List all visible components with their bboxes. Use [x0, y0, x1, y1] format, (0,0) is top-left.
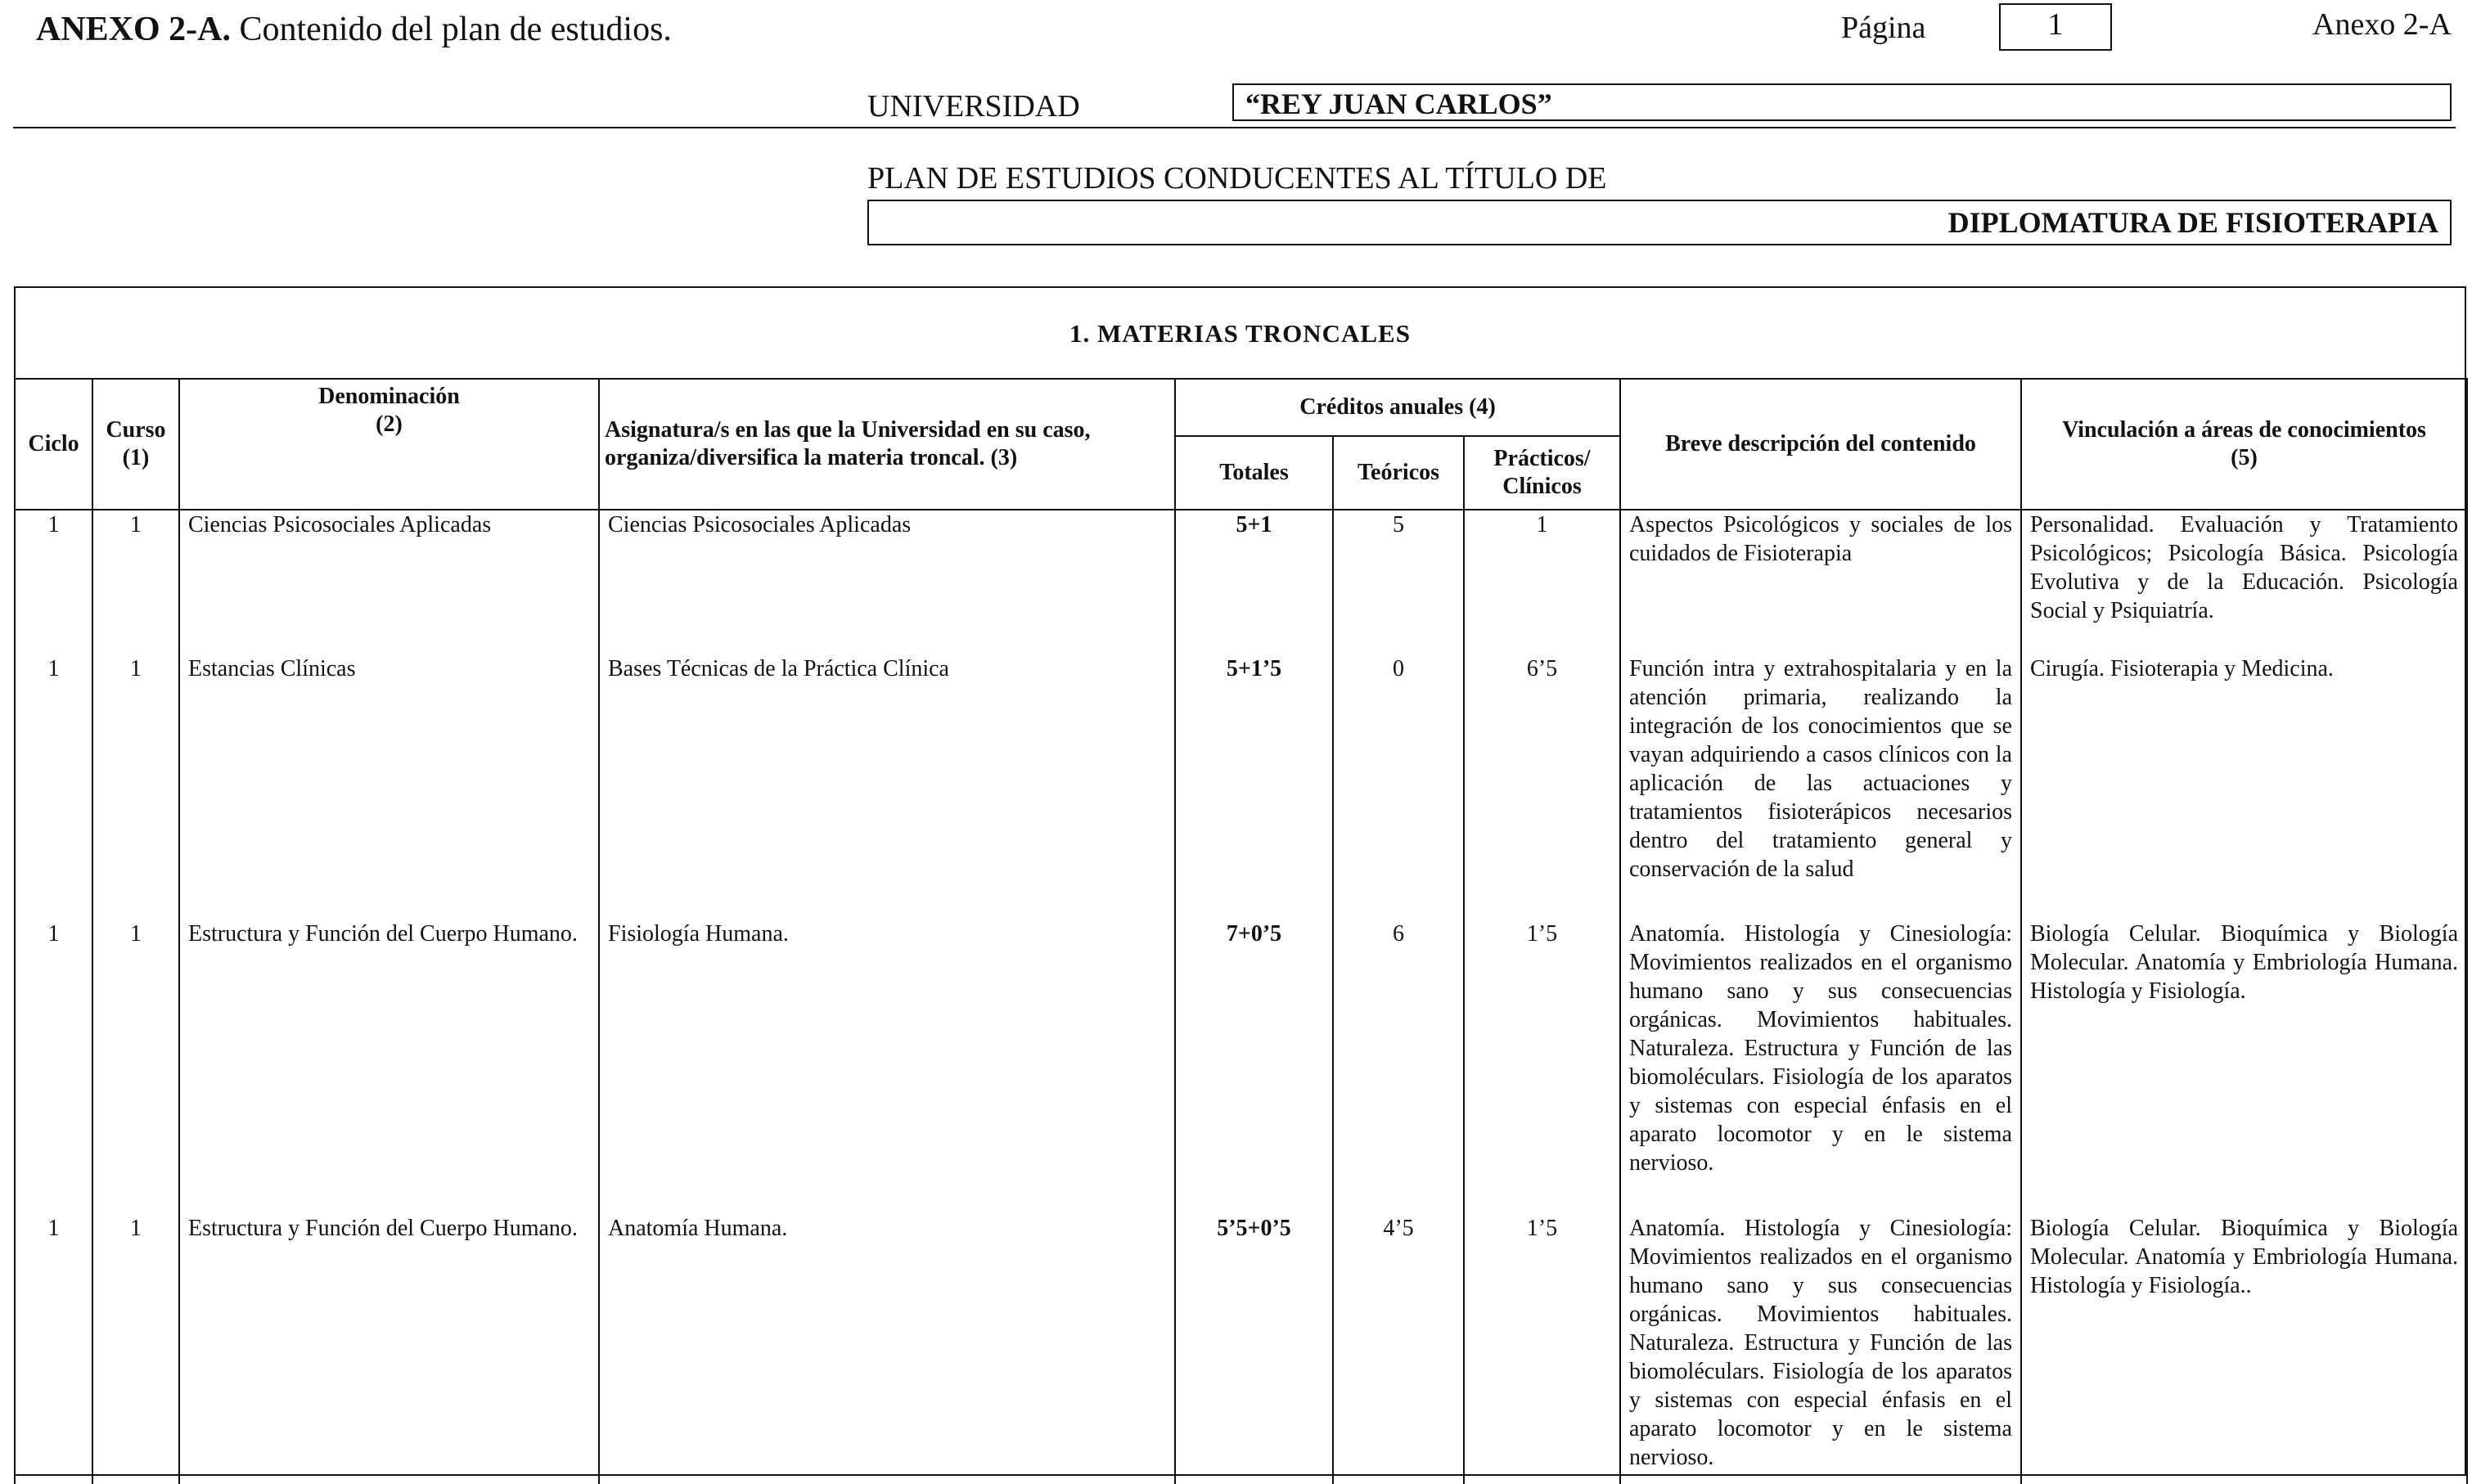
col-teoricos: Teóricos [1333, 436, 1464, 510]
table-row [15, 654, 2467, 920]
cell-teoricos: 6 [1333, 920, 1464, 1214]
cell-practicos: 1’5 [1464, 920, 1620, 1214]
degree-title: DIPLOMATURA DE FISIOTERAPIA [867, 200, 2452, 245]
section-title: 1. MATERIAS TRONCALES [1069, 319, 1411, 348]
document-title [36, 10, 672, 49]
cell-totales: 5+1 [1175, 510, 1333, 654]
subjects-table [14, 378, 2468, 1484]
cell-ciclo: 1 [15, 1214, 92, 1484]
col-descripcion: Breve descripción del contenido [1620, 379, 2021, 510]
annex-description: Contenido del plan de estudios. [231, 11, 672, 48]
cell-descripcion: Aspectos Psicológicos y sociales de los cuidados de Fisioterapia [1620, 510, 2021, 654]
cell-practicos: 1’5 [1464, 1214, 1620, 1484]
col-totales: Totales [1175, 436, 1333, 510]
cell-descripcion: Función intra y extrahospitalaria y en la atención primaria, realizando la integración de los conocimientos que se vayan adquiriendo a casos clínicos con la aplicación de las actuaciones y tratamientos fisioterápicos necesarios dentro del tratamiento general y conservación de la salud [1620, 654, 2021, 920]
cell-curso: 1 [92, 510, 179, 654]
col-denominacion: Denominación (2) [179, 379, 599, 510]
col-creditos: Créditos anuales (4) [1175, 379, 1620, 436]
col-curso: Curso (1) [92, 379, 179, 510]
cell-asignatura: Fisiología Humana. [599, 920, 1175, 1214]
cell-totales: 7+0’5 [1175, 920, 1333, 1214]
cell-practicos: 1 [1464, 510, 1620, 654]
cell-curso: 1 [92, 1214, 179, 1484]
table-row [15, 510, 2467, 654]
university-label: UNIVERSIDAD [867, 89, 1080, 124]
col-practicos: Prácticos/ Clínicos [1464, 436, 1620, 510]
header-divider [13, 127, 2456, 128]
table-row [15, 1214, 2467, 1484]
cell-asignatura: Bases Técnicas de la Práctica Clínica [599, 654, 1175, 920]
cell-denominacion: Estancias Clínicas [179, 654, 599, 920]
cell-ciclo: 1 [15, 920, 92, 1214]
cell-asignatura: Ciencias Psicosociales Aplicadas [599, 510, 1175, 654]
annex-label: ANEXO 2-A. [36, 11, 231, 48]
cell-vinculacion: Personalidad. Evaluación y Tratamiento Psicológicos; Psicología Básica. Psicología Evolutiva y de la Educación. Psicología Social y Psiquiatría. [2021, 510, 2467, 654]
cell-descripcion: Anatomía. Histología y Cinesiología: Movimientos realizados en el organismo humano sano y sus consecuencias orgánicas. Movimientos habituales. Naturaleza. Estructura y Función de las biomoléculars. Fisiología de los aparatos y sistemas con especial énfasis en el aparato locomotor y en le sistema nervioso. [1620, 920, 2021, 1214]
cell-vinculacion: Biología Celular. Bioquímica y Biología Molecular. Anatomía y Embriología Humana. Histología y Fisiología.. [2021, 1214, 2467, 1484]
annex-reference: Anexo 2-A [2312, 7, 2452, 42]
col-ciclo: Ciclo [15, 379, 92, 510]
cell-vinculacion: Cirugía. Fisioterapia y Medicina. [2021, 654, 2467, 920]
page-number: 1 [1999, 3, 2112, 51]
university-name: “REY JUAN CARLOS” [1232, 83, 2452, 121]
cell-totales: 5’5+0’5 [1175, 1214, 1333, 1484]
cell-curso: 1 [92, 920, 179, 1214]
plan-label: PLAN DE ESTUDIOS CONDUCENTES AL TÍTULO DE [867, 161, 1607, 196]
cell-teoricos: 0 [1333, 654, 1464, 920]
header-row [15, 379, 2467, 436]
cell-ciclo: 1 [15, 654, 92, 920]
cell-teoricos: 4’5 [1333, 1214, 1464, 1484]
cell-vinculacion: Biología Celular. Bioquímica y Biología Molecular. Anatomía y Embriología Humana. Histología y Fisiología. [2021, 920, 2467, 1214]
cell-practicos: 6’5 [1464, 654, 1620, 920]
cell-descripcion: Anatomía. Histología y Cinesiología: Movimientos realizados en el organismo humano sano y sus consecuencias orgánicas. Movimientos habituales. Naturaleza. Estructura y Función de las biomoléculars. Fisiología de los aparatos y sistemas con especial énfasis en el aparato locomotor y en le sistema nervioso. [1620, 1214, 2021, 1484]
cell-denominacion: Ciencias Psicosociales Aplicadas [179, 510, 599, 654]
table-row [15, 920, 2467, 1214]
page-label: Página [1841, 11, 1926, 45]
cell-ciclo: 1 [15, 510, 92, 654]
cell-curso: 1 [92, 654, 179, 920]
col-asignatura: Asignatura/s en las que la Universidad en su caso, organiza/diversifica la materia troncal. (3) [599, 379, 1175, 510]
cell-teoricos: 5 [1333, 510, 1464, 654]
cell-denominacion: Estructura y Función del Cuerpo Humano. [179, 920, 599, 1214]
cell-totales: 5+1’5 [1175, 654, 1333, 920]
cell-denominacion: Estructura y Función del Cuerpo Humano. [179, 1214, 599, 1484]
cell-asignatura: Anatomía Humana. [599, 1214, 1175, 1484]
col-vinculacion: Vinculación a áreas de conocimientos (5) [2021, 379, 2467, 510]
